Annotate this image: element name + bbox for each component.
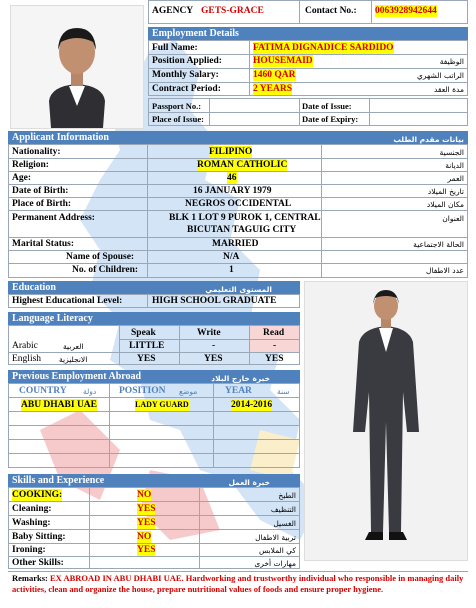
country-col-arabic: دولة [83,387,97,396]
washing-label: Washing: [12,518,51,528]
applicant-info-table [8,144,468,278]
position-applied-label: Position Applied: [152,56,222,66]
position-col-arabic: موضع [179,387,198,396]
previous-position-value: LADY GUARD [135,400,189,409]
ironing-value: YES [137,545,156,555]
remarks-section [8,571,468,606]
skills-header: Skills and Experience خبرة العمل [8,474,300,487]
cooking-arabic: الطبخ [278,491,296,500]
place-of-birth-label: Place of Birth: [12,199,72,209]
nationality-value: FILIPINO [209,147,253,157]
cleaning-label: Cleaning: [12,504,52,514]
spouse-label: Name of Spouse: [66,252,135,262]
language-table [8,325,300,365]
baby-sitting-value: NO [137,532,152,542]
arabic-read-value: - [273,341,277,351]
baby-sitting-arabic: تربية الاطفال [255,533,296,542]
english-write-value: YES [204,354,223,364]
education-header: Education المستوى التعليمي [8,281,300,294]
arabic-write-value: - [212,341,216,351]
contract-period-arabic: مدة العقد [434,85,464,94]
marital-status-label: Marital Status: [12,239,75,249]
english-speak-value: YES [137,354,156,364]
employment-details-table [148,40,468,96]
arabic-language-label: Arabic [12,341,38,351]
cleaning-arabic: التنظيف [270,505,296,514]
arabic-language-arabic: العربية [63,342,84,351]
place-of-issue-label: Place of Issue: [152,114,204,124]
skills-arabic: خبرة العمل [228,478,270,487]
religion-value: ROMAN CATHOLIC [197,160,288,170]
applicant-headshot-photo [10,5,144,129]
place-of-birth-arabic: مكان الميلاد [426,200,464,209]
nationality-arabic: الجنسية [439,148,464,157]
religion-arabic: الديانة [445,161,464,170]
marital-status-arabic: الحالة الاجتماعية [413,240,464,249]
employment-details-header: Employment Details [148,27,468,40]
previous-employment-header: Previous Employment Abroad خبرة خارج البلاد [8,370,300,383]
date-of-birth-arabic: تاريخ الميلاد [427,187,464,196]
previous-employment-arabic: خبرة خارج البلاد [211,374,270,383]
country-col-header: COUNTRY [19,386,67,396]
permanent-address-arabic: العنوان [442,214,464,223]
ironing-label: Ironing: [12,545,46,555]
previous-employment-table [8,383,300,468]
applicant-full-body-photo [304,281,468,561]
permanent-address-line1: BLK 1 LOT 9 PUROK 1, CENTRAL [169,213,321,223]
contract-period-value: 2 YEARS [253,84,292,94]
english-read-value: YES [265,354,284,364]
spouse-value: N/A [223,252,240,262]
write-header: Write [197,328,221,338]
applicant-info-arabic: بيانات مقدم الطلب [393,135,464,144]
contact-label: Contact No.: [305,6,357,16]
monthly-salary-label: Monthly Salary: [152,70,219,80]
cleaning-value: YES [137,504,156,514]
previous-year-value: 2014-2016 [231,400,273,410]
date-of-expiry-label: Date of Expiry: [302,114,359,124]
other-skills-label: Other Skills: [12,558,64,568]
education-row [8,294,300,308]
children-arabic: عدد الاطفال [426,266,464,275]
education-arabic: المستوى التعليمي [205,285,272,294]
remarks-label: Remarks: [12,573,48,583]
read-header: Read [263,328,285,338]
age-value: 46 [227,173,237,183]
education-label: Highest Educational Level: [12,296,123,306]
full-name-label: Full Name: [152,43,198,53]
agency-row [148,0,468,24]
position-applied-arabic: الوظيفة [439,57,464,66]
cooking-value: NO [137,490,152,500]
english-language-arabic: الانجليزية [59,355,88,364]
marital-status-value: MARRIED [212,239,259,249]
full-name-value: FATIMA DIGNADICE SARDIDO [253,43,394,53]
contact-value: 0063928942644 [375,6,437,16]
education-value: HIGH SCHOOL GRADUATE [152,296,277,306]
agency-value: GETS-GRACE [201,6,264,16]
passport-table [148,98,468,126]
position-applied-value: HOUSEMAID [253,56,313,66]
previous-country-value: ABU DHABI UAE [21,400,98,410]
english-language-label: English [12,354,42,364]
passport-no-label: Passport No.: [152,101,202,111]
monthly-salary-arabic: الراتب الشهري [417,71,464,80]
religion-label: Religion: [12,160,49,170]
speak-header: Speak [131,328,156,338]
age-arabic: العمر [447,174,464,183]
position-col-header: POSITION [119,386,166,396]
place-of-birth-value: NEGROS OCCIDENTAL [185,199,292,209]
washing-arabic: الغسيل [273,519,296,528]
skills-table [8,487,300,569]
language-header: Language Literacy [8,312,300,325]
cooking-label: COOKING: [12,490,63,500]
date-of-birth-label: Date of Birth: [12,186,69,196]
permanent-address-label: Permanent Address: [12,213,95,223]
date-of-birth-value: 16 JANUARY 1979 [193,186,272,196]
date-of-issue-label: Date of Issue: [302,101,352,111]
washing-value: YES [137,518,156,528]
monthly-salary-value: 1460 QAR [253,70,296,80]
permanent-address-line2: BICUTAN TAGUIG CITY [187,225,297,235]
year-col-header: YEAR [225,386,252,396]
year-col-arabic: سنة [277,387,290,396]
other-skills-arabic: مهارات أخرى [254,559,296,568]
children-value: 1 [229,265,234,275]
baby-sitting-label: Baby Sitting: [12,532,66,542]
remarks-text: EX ABROAD IN ABU DHABI UAE. Hardworking and trustworthy individual who responsible in managing daily activities, clean and organize the house, prepare nutritional values of foods and ensure proper hygiene. [12,573,464,594]
ironing-arabic: كي الملابس [258,546,296,555]
applicant-info-header: Applicant Information بيانات مقدم الطلب [8,131,468,144]
contract-period-label: Contract Period: [152,84,221,94]
age-label: Age: [12,173,31,183]
arabic-speak-value: LITTLE [129,341,165,351]
agency-label: AGENCY [152,6,194,16]
nationality-label: Nationality: [12,147,61,157]
children-label: No. of Children: [72,265,139,275]
